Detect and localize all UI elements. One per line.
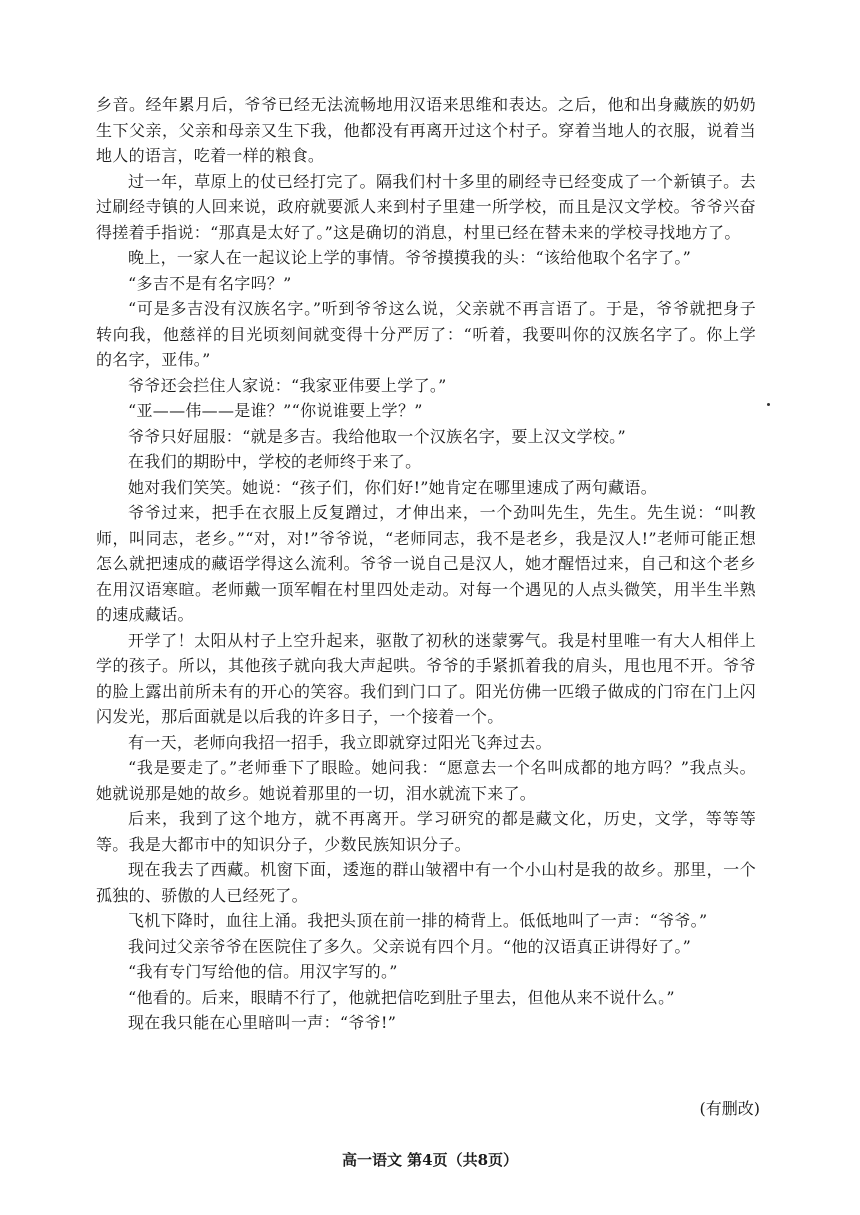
paragraph: 我问过父亲爷爷在医院住了多久。父亲说有四个月。“他的汉语真正讲得好了。” — [128, 936, 692, 956]
article-body — [96, 92, 756, 1036]
paragraph: “亚——伟——是谁？”“你说谁要上学？” — [128, 401, 423, 420]
paragraph: 爷爷还会拦住人家说：“我家亚伟要上学了。” — [128, 375, 447, 395]
paragraph: 爷爷过来，把手在衣服上反复蹭过，才伸出来，一个劲叫先生，先生。先生说：“叫教师，叫同志，老乡。”“对，对!”爷爷说，“老师同志，我不是老乡，我是汉人!”老师可能正想怎么就把速成的藏语学得这么流利。爷爷一说自己是汉人，她才醒悟过来，自己和这个老乡在用汉语寒暄。老师戴一顶军帽在村里四处走动。对每一个遇见的人点头微笑，用半生半熟的速成藏话。 — [96, 503, 756, 624]
paragraph: 有一天，老师向我招一招手，我立即就穿过阳光飞奔过去。 — [128, 732, 552, 752]
scan-speck — [767, 403, 770, 406]
paragraph: “我有专门写给他的信。用汉字写的。” — [128, 962, 398, 981]
paragraph: 现在我去了西藏。机窗下面，逶迤的群山皱褶中有一个小山村是我的故乡。那里，一个孤独的、骄傲的人已经死了。 — [96, 860, 756, 905]
revision-note: (有删改) — [699, 1099, 760, 1118]
paragraph: 乡音。经年累月后，爷爷已经无法流畅地用汉语来思维和表达。之后，他和出身藏族的奶奶生下父亲，父亲和母亲又生下我，他都没有再离开过这个村子。穿着当地人的衣服，说着当地人的语言，吃着一样的粮食。 — [96, 95, 756, 165]
paragraph: “可是多吉没有汉族名字。”听到爷爷这么说，父亲就不再言语了。于是，爷爷就把身子转向我，他慈祥的目光顷刻间就变得十分严厉了：“听着，我要叫你的汉族名字了。你上学的名字，亚伟。” — [96, 299, 756, 369]
paragraph: 爷爷只好屈服：“就是多吉。我给他取一个汉族名字，要上汉文学校。” — [128, 426, 626, 446]
paragraph: 开学了！太阳从村子上空升起来，驱散了初秋的迷蒙雾气。我是村里唯一有大人相伴上学的孩子。所以，其他孩子就向我大声起哄。爷爷的手紧抓着我的肩头，甩也甩不开。爷爷的脸上露出前所未有的开心的笑容。我们到门口了。阳光仿佛一匹缎子做成的门帘在门上闪闪发光，那后面就是以后我的许多日子，一个接着一个。 — [96, 630, 756, 726]
paragraph: “多吉不是有名字吗？” — [128, 273, 292, 293]
paragraph: 飞机下降时，血往上涌。我把头顶在前一排的椅背上。低低地叫了一声：“爷爷。” — [128, 911, 708, 930]
paragraph: “我是要走了。”老师垂下了眼睑。她问我：“愿意去一个名叫成都的地方吗？”我点头。她就说那是她的故乡。她说着那里的一切，泪水就流下来了。 — [96, 758, 756, 803]
paragraph: 过一年，草原上的仗已经打完了。隔我们村十多里的刷经寺已经变成了一个新镇子。去过刷经寺镇的人回来说，政府就要派人来到村子里建一所学校，而且是汉文学校。爷爷兴奋得搓着手指说：“那真是太好了。”这是确切的消息，村里已经在替未来的学校寻找地方了。 — [96, 171, 756, 242]
page-footer: 高一语文 第4页（共8页） — [341, 1151, 519, 1169]
paragraph: 她对我们笑笑。她说：“孩子们，你们好!”她肯定在哪里速成了两句藏语。 — [128, 477, 657, 497]
paragraph: 在我们的期盼中，学校的老师终于来了。 — [128, 452, 422, 471]
paragraph: 后来，我到了这个地方，就不再离开。学习研究的都是藏文化，历史，文学，等等等等。我是大都市中的知识分子，少数民族知识分子。 — [96, 809, 756, 854]
paragraph: “他看的。后来，眼睛不行了，他就把信吃到肚子里去，但他从来不说什么。” — [128, 987, 675, 1007]
paragraph: 现在我只能在心里暗叫一声：“爷爷!” — [128, 1013, 397, 1032]
paragraph: 晚上，一家人在一起议论上学的事情。爷爷摸摸我的头：“该给他取个名字了。” — [128, 248, 692, 267]
